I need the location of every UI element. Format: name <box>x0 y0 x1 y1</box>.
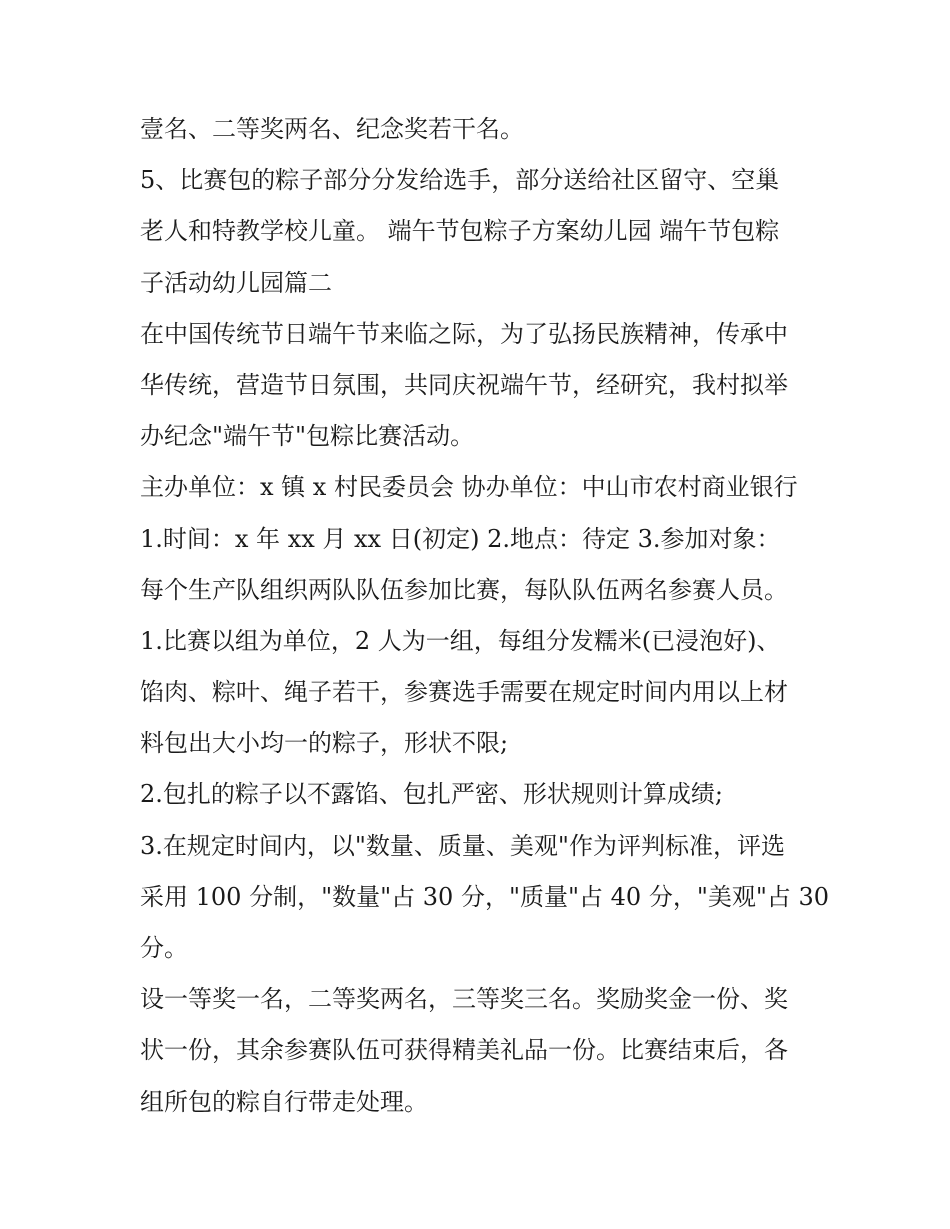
text-line: 老人和特教学校儿童。 端午节包粽子方案幼儿园 端午节包粽 <box>140 217 780 246</box>
text-line: 子活动幼儿园篇二 <box>140 268 332 297</box>
text-line: 采用 100 分制，"数量"占 30 分，"质量"占 40 分，"美观"占 30 <box>140 882 830 911</box>
text-line: 办纪念"端午节"包粽比赛活动。 <box>140 422 475 451</box>
text-line: 馅肉、粽叶、绳子若干，参赛选手需要在规定时间内用以上材 <box>140 678 788 707</box>
text-line: 在中国传统节日端午节来临之际，为了弘扬民族精神，传承中 <box>140 319 788 348</box>
text-line: 1.比赛以组为单位，2 人为一组，每组分发糯米(已浸泡好)、 <box>140 626 781 655</box>
text-line: 状一份，其余参赛队伍可获得精美礼品一份。比赛结束后，各 <box>140 1036 788 1065</box>
text-line: 料包出大小均一的粽子，形状不限; <box>140 729 509 758</box>
text-line: 2.包扎的粽子以不露馅、包扎严密、形状规则计算成绩; <box>140 780 723 809</box>
text-line: 分。 <box>140 934 188 962</box>
text-line: 壹名、二等奖两名、纪念奖若干名。 <box>140 115 524 143</box>
text-line: 设一等奖一名，二等奖两名，三等奖三名。奖励奖金一份、奖 <box>140 985 788 1014</box>
text-line: 1.时间：x 年 xx 月 xx 日(初定) 2.地点：待定 3.参加对象： <box>140 524 781 553</box>
text-line: 3.在规定时间内，以"数量、质量、美观"作为评判标准，评选 <box>140 831 785 860</box>
document-body <box>140 104 830 1128</box>
text-line: 每个生产队组织两队队伍参加比赛，每队队伍两名参赛人员。 <box>140 575 788 604</box>
text-line: 5、比赛包的粽子部分分发给选手，部分送给社区留守、空巢 <box>140 166 780 195</box>
text-line: 华传统，营造节日氛围，共同庆祝端午节，经研究，我村拟举 <box>140 370 788 399</box>
text-line: 组所包的粽自行带走处理。 <box>140 1087 428 1116</box>
text-line: 主办单位：x 镇 x 村民委员会 协办单位：中山市农村商业银行 <box>140 473 798 502</box>
